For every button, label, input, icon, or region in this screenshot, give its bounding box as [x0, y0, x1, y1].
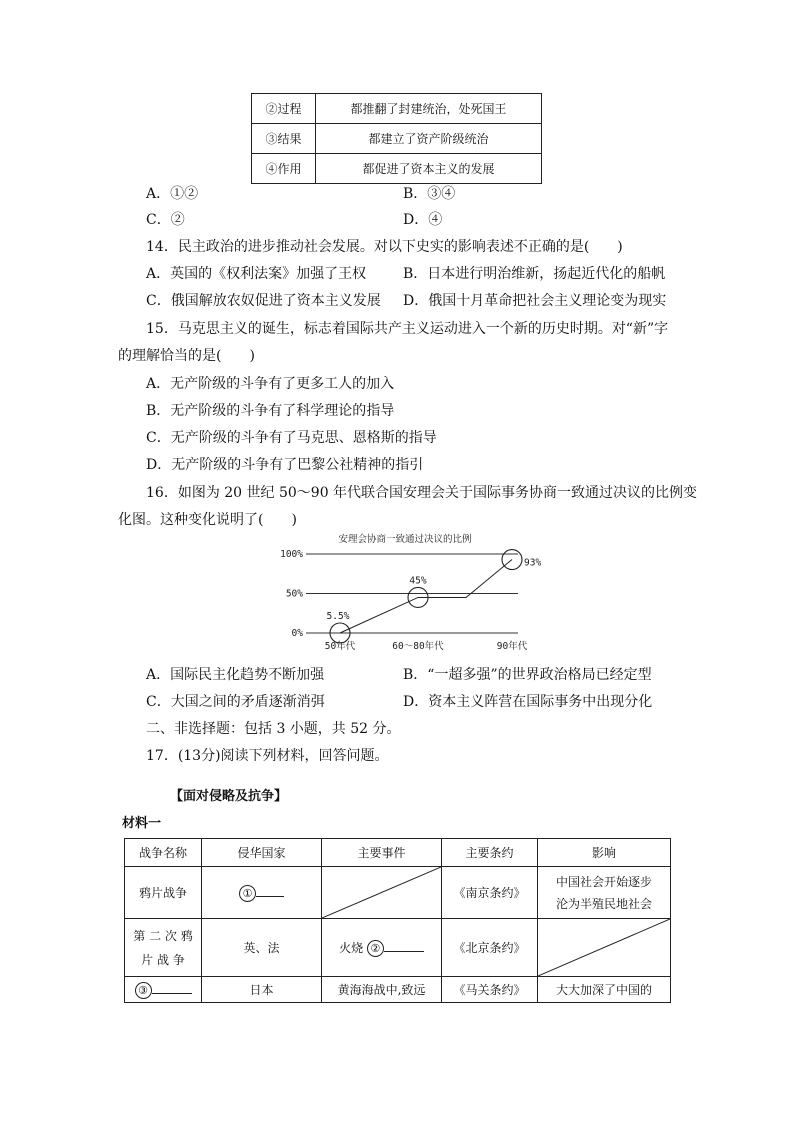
q16-stem-line1: 16．如图为 20 世纪 50～90 年代联合国安理会关于国际事务协商一致通过决议的比例变 [146, 485, 698, 501]
diagonal-line [322, 867, 441, 918]
material-label: 材料一 [122, 816, 162, 831]
fill-blank[interactable] [152, 981, 192, 994]
table-row [125, 919, 671, 977]
x-tick-label: 60～80年代 [392, 641, 444, 652]
q16-option-b: B．“一超多强”的世界政治格局已经定型 [403, 667, 652, 683]
country-blank [202, 867, 322, 919]
x-tick-label: 90年代 [496, 641, 528, 652]
war-table [124, 838, 671, 1003]
q15-option-c: C．无产阶级的斗争有了马克思、恩格斯的指导 [146, 430, 437, 446]
war-name: 鸦片战争 [125, 867, 202, 919]
data-label: 45% [409, 575, 427, 587]
header-cell: 影响 [538, 839, 671, 867]
table-row [125, 867, 671, 919]
series-line [340, 560, 512, 633]
q17-stem: 17．(13分)阅读下列材料，回答问题。 [146, 748, 389, 764]
header-cell: 主要条约 [442, 839, 538, 867]
fill-blank[interactable] [384, 939, 424, 952]
fill-blank[interactable] [256, 884, 284, 897]
country: 日本 [202, 977, 322, 1003]
country: 英、法 [202, 919, 322, 977]
y-tick-label: 100% [280, 549, 303, 560]
table-row [252, 94, 542, 124]
war-name [125, 919, 202, 977]
header-cell: 主要事件 [322, 839, 442, 867]
q14-option-d: D．俄国十月革命把社会主义理论变为现实 [403, 293, 667, 309]
row-label: ④作用 [252, 154, 316, 184]
row-value: 都建立了资产阶级统治 [316, 124, 542, 154]
table-row [252, 154, 542, 184]
q15-option-b: B．无产阶级的斗争有了科学理论的指导 [146, 403, 395, 419]
data-label: 93% [524, 557, 542, 569]
war-name-line: 第 二 次 鸦 [133, 928, 193, 943]
impact [538, 867, 671, 919]
q13-option-a: A．①② [146, 186, 199, 202]
q14-option-a: A．英国的《权利法案》加强了王权 [146, 266, 367, 282]
circled-number: ② [367, 940, 384, 957]
q16-stem-line2: 化图。这种变化说明了( ) [118, 512, 297, 528]
table-row [252, 124, 542, 154]
row-value: 都促进了资本主义的发展 [316, 154, 542, 184]
header-cell: 侵华国家 [202, 839, 322, 867]
event [322, 919, 442, 977]
q15-stem-line1: 15．马克思主义的诞生，标志着国际共产主义运动进入一个新的历史时期。对“新”字 [146, 321, 669, 337]
q16-option-a: A．国际民主化趋势不断加强 [146, 667, 325, 683]
treaty: 《北京条约》 [442, 919, 538, 977]
q13-option-d: D．④ [403, 212, 443, 228]
impact-line: 沦为半殖民地社会 [555, 896, 652, 911]
q14-option-b: B．日本进行明治维新，扬起近代化的船帆 [403, 266, 666, 282]
q16-option-d: D．资本主义阵营在国际事务中出现分化 [403, 694, 653, 710]
treaty: 《马关条约》 [442, 977, 538, 1003]
row-label: ③结果 [252, 124, 316, 154]
q14-option-c: C．俄国解放农奴促进了资本主义发展 [146, 293, 381, 309]
empty-cell [538, 919, 671, 977]
data-label: 5.5% [326, 611, 350, 622]
war-name-blank [125, 977, 202, 1003]
war-name-line: 片 战 争 [141, 952, 185, 967]
top-table [251, 93, 542, 184]
header-cell: 战争名称 [125, 839, 202, 867]
x-tick-label: 50年代 [324, 641, 356, 652]
circled-number: ① [239, 885, 256, 902]
q13-option-b: B．③④ [403, 186, 456, 202]
event: 黄海海战中,致远 [322, 977, 442, 1003]
impact: 大大加深了中国的 [538, 977, 671, 1003]
treaty: 《南京条约》 [442, 867, 538, 919]
chart-title: 安理会协商一致通过决议的比例 [338, 534, 472, 545]
y-tick-label: 0% [291, 628, 303, 639]
q13-option-c: C．② [146, 212, 185, 228]
q16-option-c: C．大国之间的矛盾逐渐消弭 [146, 694, 325, 710]
resolution-ratio-chart [270, 530, 560, 660]
q15-option-a: A．无产阶级的斗争有了更多工人的加入 [146, 376, 395, 392]
impact-line: 中国社会开始逐步 [555, 874, 652, 889]
table-row [125, 977, 671, 1003]
table-header-row [125, 839, 671, 867]
diagonal-line [538, 919, 670, 976]
q15-option-d: D．无产阶级的斗争有了巴黎公社精神的指引 [146, 457, 424, 473]
empty-cell [322, 867, 442, 919]
y-tick-label: 50% [285, 588, 303, 600]
topic-heading: 【面对侵略及抗争】 [170, 789, 288, 804]
section-heading: 二、非选择题：包括 3 小题，共 52 分。 [146, 721, 401, 737]
circled-number: ③ [135, 982, 152, 999]
row-value: 都推翻了封建统治，处死国王 [316, 94, 542, 124]
event-prefix: 火烧 [339, 940, 364, 955]
row-label: ②过程 [252, 94, 316, 124]
q14-stem: 14．民主政治的进步推动社会发展。对以下史实的影响表述不正确的是( ) [146, 239, 623, 255]
q15-stem-line2: 的理解恰当的是( ) [118, 348, 255, 364]
